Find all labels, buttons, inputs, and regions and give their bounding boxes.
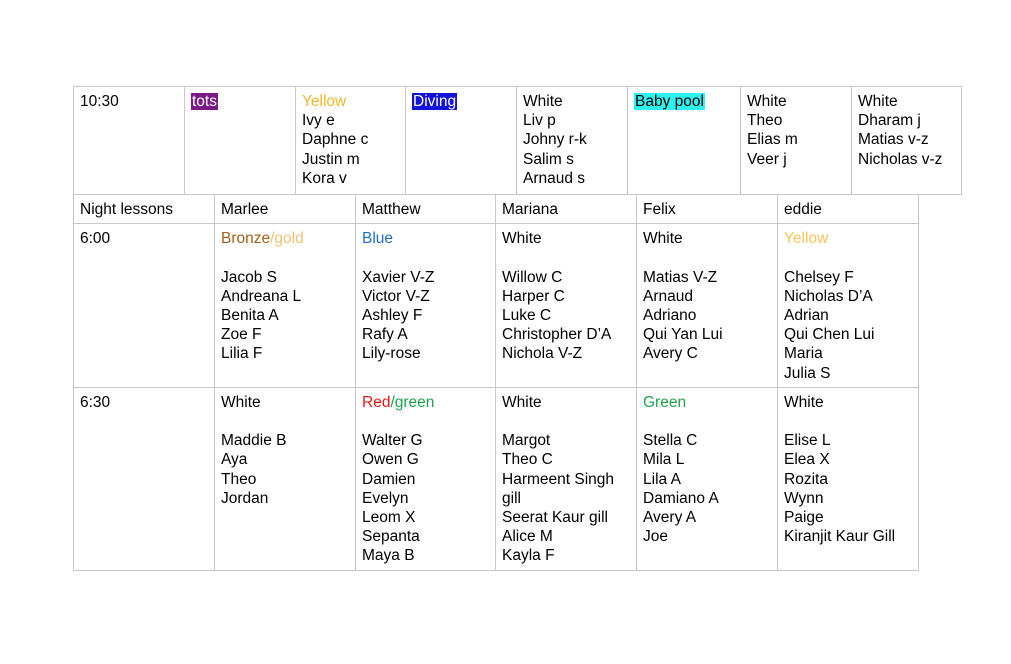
level-label: Yellow <box>784 230 829 248</box>
student-name: Joe <box>643 528 668 546</box>
group-cell <box>296 87 406 195</box>
student-name: Matias V-Z <box>643 268 718 286</box>
student-name: Walter G <box>362 432 423 450</box>
student-name: Avery A <box>643 509 697 527</box>
group-cell <box>406 87 517 195</box>
student-name: Harmeent Singh <box>502 470 615 488</box>
student-name: Lily-rose <box>362 345 421 363</box>
group-cell <box>517 87 628 195</box>
student-name: Theo C <box>502 451 553 469</box>
student-name: Ivy e <box>302 112 335 130</box>
group-cell <box>185 87 296 195</box>
student-name: Mila L <box>643 451 685 469</box>
student-name: Rozita <box>784 470 828 488</box>
student-name: Christopher D’A <box>502 326 612 344</box>
student-name: Kayla F <box>502 547 555 565</box>
header-row <box>74 195 919 224</box>
time-row-600 <box>74 224 919 388</box>
student-name: Willow C <box>502 268 563 286</box>
student-name: Elea X <box>784 451 830 469</box>
level-label: White <box>784 393 824 411</box>
group-label-yellow: Yellow <box>302 93 347 110</box>
class-cell <box>215 387 356 570</box>
time-label: 6:30 <box>80 393 111 411</box>
class-cell <box>778 224 919 388</box>
student-name: Aya <box>221 451 248 469</box>
level-label: White <box>643 230 683 248</box>
time-row-630 <box>74 387 919 570</box>
student-name: Alice M <box>502 528 553 546</box>
student-name: Owen G <box>362 451 419 469</box>
student-name: Lilia F <box>221 345 263 363</box>
group-label-white: White <box>858 93 898 110</box>
time-label: 6:00 <box>80 230 111 248</box>
level-label: Red/green <box>362 393 435 411</box>
student-name: Dharam j <box>858 112 921 130</box>
student-name: Paige <box>784 509 824 527</box>
student-name: Jordan <box>221 489 269 507</box>
instructor-name: eddie <box>784 201 822 218</box>
class-cell <box>496 387 637 570</box>
student-name: Evelyn <box>362 489 409 507</box>
student-name: Julia S <box>784 364 831 382</box>
time-cell <box>74 387 215 570</box>
morning-row <box>74 87 962 195</box>
header-cell <box>356 195 496 224</box>
group-label-diving: Diving <box>413 93 457 110</box>
instructor-name: Marlee <box>221 201 269 218</box>
level-label: Blue <box>362 230 394 248</box>
header-cell <box>215 195 356 224</box>
class-cell <box>215 224 356 388</box>
class-cell <box>496 224 637 388</box>
student-name: Arnaud s <box>523 169 586 187</box>
instructor-name: Mariana <box>502 201 558 218</box>
group-label-tots: tots <box>192 93 217 110</box>
header-cell <box>778 195 919 224</box>
student-name: Nichola V-Z <box>502 345 583 363</box>
class-cell <box>356 224 496 388</box>
group-label-white: White <box>747 93 787 110</box>
group-cell <box>741 87 852 195</box>
time-cell <box>74 224 215 388</box>
student-name: Kora v <box>302 169 347 187</box>
student-name: Damiano A <box>643 489 719 507</box>
class-cell <box>637 224 778 388</box>
student-name: Theo <box>747 112 783 130</box>
level-label: Green <box>643 393 687 411</box>
student-name: Avery C <box>643 345 698 363</box>
student-name: Matias v-z <box>858 131 929 149</box>
student-name: Sepanta <box>362 528 420 546</box>
student-name: gill <box>502 489 521 507</box>
student-name: Margot <box>502 432 551 450</box>
time-label: 10:30 <box>80 93 119 110</box>
header-cell <box>637 195 778 224</box>
morning-schedule-table <box>73 86 962 195</box>
group-label-white: White <box>523 93 563 110</box>
student-name: Adriano <box>643 307 697 324</box>
student-name: Nicholas v-z <box>858 150 943 168</box>
student-name: Xavier V-Z <box>362 268 435 286</box>
level-label: White <box>221 393 261 411</box>
student-name: Nicholas D’A <box>784 287 873 305</box>
student-name: Qui Yan Lui <box>643 326 723 344</box>
student-name: Ashley F <box>362 307 423 324</box>
student-name: Harper C <box>502 287 565 305</box>
student-name: Rafy A <box>362 326 408 344</box>
level-label: Bronze/gold <box>221 230 304 248</box>
student-name: Liv p <box>523 112 556 130</box>
night-lessons-table <box>73 194 919 571</box>
student-name: Maria <box>784 345 823 363</box>
header-cell <box>74 195 215 224</box>
student-name: Luke C <box>502 307 552 324</box>
time-cell <box>74 87 185 195</box>
instructor-name: Matthew <box>362 201 421 218</box>
student-name: Seerat Kaur gill <box>502 509 608 527</box>
group-cell <box>852 87 962 195</box>
student-name: Maddie B <box>221 432 287 450</box>
student-name: Maya B <box>362 547 415 565</box>
student-name: Victor V-Z <box>362 287 430 305</box>
class-cell <box>778 387 919 570</box>
student-name: Veer j <box>747 150 787 168</box>
group-cell <box>628 87 741 195</box>
student-name: Salim s <box>523 150 574 168</box>
student-name: Adrian <box>784 307 829 324</box>
student-name: Elias m <box>747 131 798 149</box>
student-name: Daphne c <box>302 131 369 149</box>
group-label-baby-pool: Baby pool <box>635 93 704 110</box>
level-label: White <box>502 230 542 248</box>
student-name: Arnaud <box>643 287 693 305</box>
student-name: Chelsey F <box>784 268 854 286</box>
student-name: Lila A <box>643 470 681 488</box>
student-name: Zoe F <box>221 326 262 344</box>
student-name: Jacob S <box>221 268 278 286</box>
student-name: Leom X <box>362 509 416 527</box>
class-cell <box>356 387 496 570</box>
student-name: Qui Chen Lui <box>784 326 875 344</box>
student-name: Wynn <box>784 489 824 507</box>
instructor-name: Felix <box>643 201 676 218</box>
student-name: Stella C <box>643 432 698 450</box>
student-name: Elise L <box>784 432 831 450</box>
student-name: Theo <box>221 470 257 488</box>
student-name: Kiranjit Kaur Gill <box>784 528 896 546</box>
night-lessons-title: Night lessons <box>80 201 174 218</box>
student-name: Benita A <box>221 307 279 324</box>
level-label: White <box>502 393 542 411</box>
student-name: Justin m <box>302 150 360 168</box>
student-name: Johny r-k <box>523 131 587 149</box>
header-cell <box>496 195 637 224</box>
student-name: Andreana L <box>221 287 302 305</box>
class-cell <box>637 387 778 570</box>
student-name: Damien <box>362 470 416 488</box>
